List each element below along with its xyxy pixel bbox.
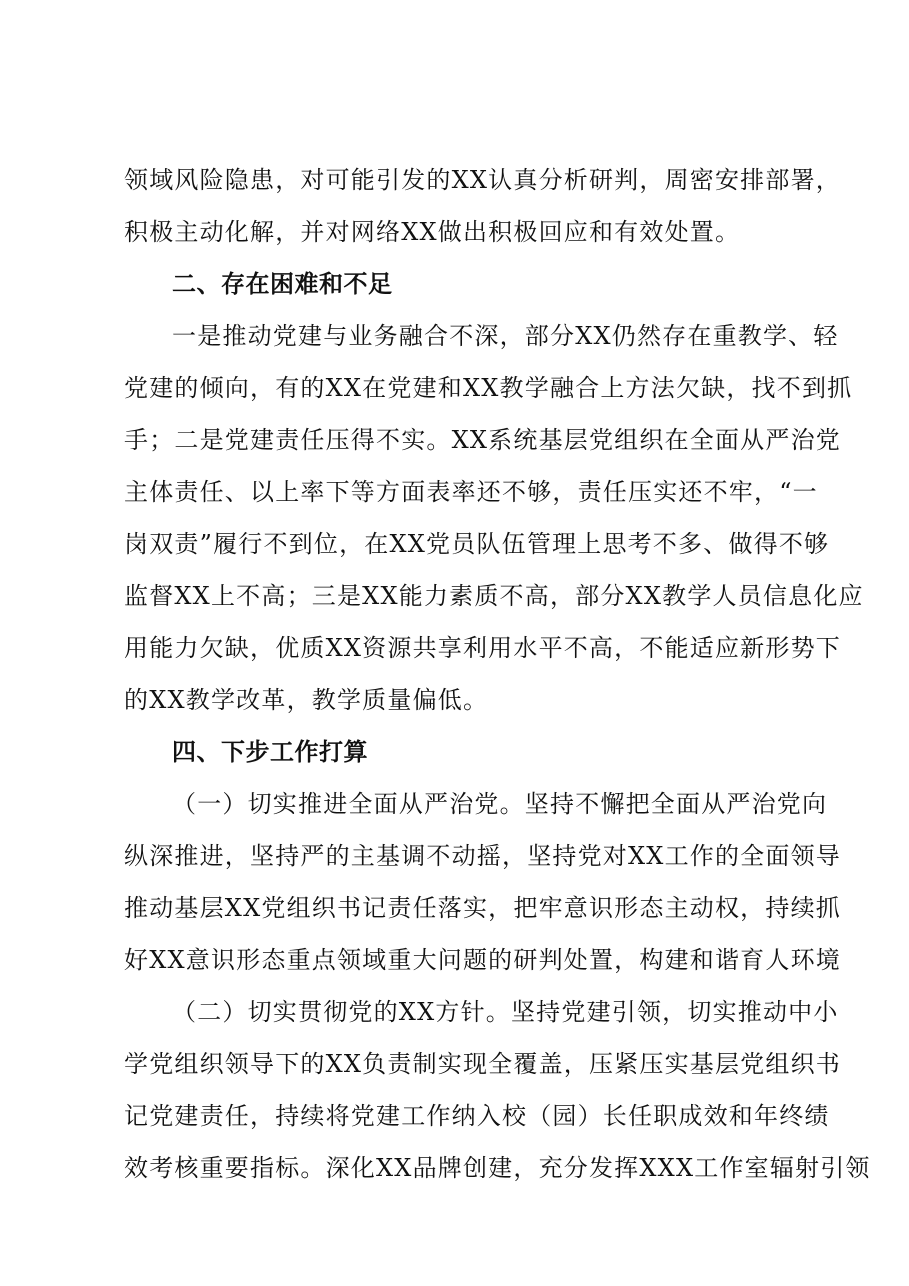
- paragraph-line: 推动基层XX党组织书记责任落实，把牢意识形态主动权，持续抓: [124, 894, 841, 922]
- paragraph-line: 岗双责”履行不到位，在XX党员队伍管理上思考不多、做得不够: [124, 530, 830, 558]
- paragraph-line: 的XX教学改革，教学质量偏低。: [124, 686, 489, 714]
- paragraph-line: 效考核重要指标。深化XX品牌创建，充分发挥XXX工作室辐射引领: [124, 1154, 871, 1182]
- paragraph-line: 主体责任、以上率下等方面表率还不够，责任压实还不牢，“一: [124, 478, 818, 506]
- paragraph-line: 用能力欠缺，优质XX资源共享利用水平不高，不能适应新形势下: [124, 634, 841, 662]
- paragraph-line: （一）切实推进全面从严治党。坚持不懈把全面从严治党向: [172, 790, 828, 818]
- paragraph-line: 党建的倾向，有的XX在党建和XX教学融合上方法欠缺，找不到抓: [124, 374, 853, 402]
- section-heading: 四、下步工作打算: [172, 738, 368, 766]
- paragraph-line: 纵深推进，坚持严的主基调不动摇，坚持党对XX工作的全面领导: [124, 842, 841, 870]
- paragraph-line: 好XX意识形态重点领域重大问题的研判处置，构建和谐育人环境: [124, 946, 841, 974]
- paragraph-line: 监督XX上不高；三是XX能力素质不高，部分XX教学人员信息化应: [124, 582, 864, 610]
- paragraph-line: 学党组织领导下的XX负责制实现全覆盖，压紧压实基层党组织书: [124, 1050, 841, 1078]
- paragraph-line: 记党建责任，持续将党建工作纳入校（园）长任职成效和年终绩: [124, 1102, 830, 1130]
- paragraph-line: 领域风险隐患，对可能引发的XX认真分析研判，周密安排部署，: [124, 166, 841, 194]
- paragraph-line: 手；二是党建责任压得不实。XX系统基层党组织在全面从严治党: [124, 426, 841, 454]
- paragraph-line: （二）切实贯彻党的XX方针。坚持党建引领，切实推动中小: [172, 998, 839, 1026]
- paragraph-line: 积极主动化解，并对网络XX做出积极回应和有效处置。: [124, 218, 741, 246]
- section-heading: 二、存在困难和不足: [172, 270, 393, 298]
- paragraph-line: 一是推动党建与业务融合不深，部分XX仍然存在重教学、轻: [172, 322, 839, 350]
